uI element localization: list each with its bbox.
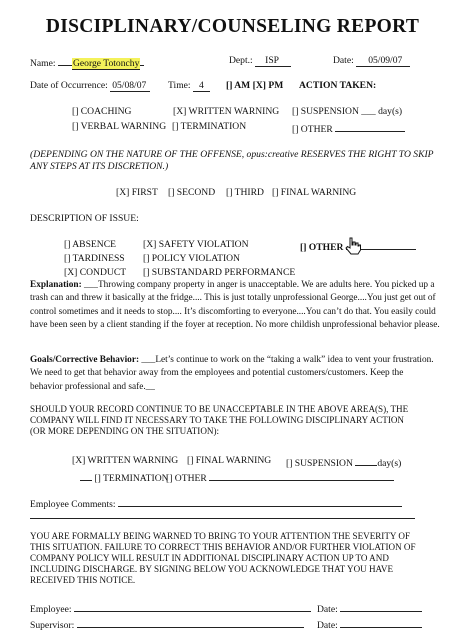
employee-comments-field bbox=[30, 496, 402, 510]
future-written-warning-checkbox: [X] WRITTEN WARNING bbox=[72, 455, 179, 466]
occurrence-field bbox=[30, 80, 150, 91]
report-title: DISCIPLINARY/COUNSELING REPORT bbox=[45, 16, 420, 37]
suspension-checkbox: [] SUSPENSION ___ day(s) bbox=[292, 106, 403, 117]
future-termination-checkbox: [] TERMINATION bbox=[80, 470, 169, 484]
tardiness-checkbox: [] TARDINESS bbox=[64, 253, 125, 264]
warning-line1: YOU ARE FORMALLY BEING WARNED TO BRING TO YOUR ATTENTION THE SEVERITY OF bbox=[30, 531, 411, 541]
absence-checkbox: [] ABSENCE bbox=[64, 239, 116, 250]
comments-line bbox=[30, 518, 415, 519]
unacceptable-line1: SHOULD YOUR RECORD CONTINUE TO BE UNACCEPTABLE IN THE ABOVE AREA(S), THE bbox=[30, 404, 409, 414]
warning-line5: RECEIVED THIS NOTICE. bbox=[30, 575, 136, 585]
supervisor-signature-label: Supervisor: bbox=[30, 620, 75, 631]
time-value: 4 bbox=[193, 80, 210, 92]
warning-line4: INCLUDING DISCHARGE. BY SIGNING BELOW YOU ACKNOWLEDGE THAT YOU HAVE bbox=[30, 564, 394, 574]
policy-violation-checkbox: [] POLICY VIOLATION bbox=[143, 253, 240, 264]
discretion-note-line1: (DEPENDING ON THE NATURE OF THE OFFENSE, opus:creative RESERVES THE RIGHT TO SKIP bbox=[30, 149, 434, 160]
explanation-label: Explanation: bbox=[30, 280, 82, 290]
warning-line3: COMPANY POLICY WILL RESULT IN ADDITIONAL DISCIPLINARY ACTION UP TO AND bbox=[30, 553, 389, 563]
written-warning-checkbox: [X] WRITTEN WARNING bbox=[173, 106, 280, 117]
termination-checkbox: [] TERMINATION bbox=[172, 121, 247, 132]
goals-label: Goals/Corrective Behavior: bbox=[30, 355, 140, 365]
coaching-checkbox: [] COACHING bbox=[72, 106, 132, 117]
occurrence-value: 05/08/07 bbox=[110, 80, 150, 92]
conduct-checkbox: [X] CONDUCT bbox=[64, 267, 127, 278]
supervisor-signature-field bbox=[30, 617, 304, 631]
second-warning-checkbox: [] SECOND bbox=[168, 187, 216, 198]
unacceptable-line3: (OR MORE DEPENDING ON THE SITUATION): bbox=[30, 426, 220, 436]
dept-label: Dept.: bbox=[229, 55, 253, 66]
hand-pointer-icon bbox=[345, 237, 361, 255]
future-final-warning-checkbox: [] FINAL WARNING bbox=[187, 455, 272, 466]
third-warning-checkbox: [] THIRD bbox=[226, 187, 264, 198]
future-suspension-checkbox: [] SUSPENSION day(s) bbox=[286, 455, 401, 469]
date-label: Date: bbox=[333, 55, 354, 66]
unacceptable-line2: COMPANY WILL FIND IT NECESSARY TO TAKE THE FOLLOWING DISCIPLINARY ACTION bbox=[30, 415, 404, 425]
goals-text: ___Let’s continue to work on the “taking a walk” idea to vent your frustration. We need to get that behavior away from the employees and potential customers/customers. Keep the behavior professional and safe.__ bbox=[30, 355, 434, 392]
dept-value: ISP bbox=[255, 55, 291, 67]
goals-paragraph bbox=[30, 354, 435, 394]
dept-field bbox=[229, 55, 291, 66]
future-other-checkbox: [] OTHER bbox=[166, 470, 394, 484]
explanation-text: ___Throwing company property in anger is unacceptable. We are adults here. You picked up a trash can and threw it basically at the fridge.... This is just totally unprofessional George....You just get out of control sometimes and it needs to stop.... It’s discomforting to everyone....You can’t do that. You easily could have been seen by a client standing if the foyer at reception. No more childish unprofessional behavior please. bbox=[30, 280, 440, 330]
employee-comments-label: Employee Comments: bbox=[30, 499, 116, 510]
time-label: Time: bbox=[168, 80, 191, 91]
occurrence-label: Date of Occurrence: bbox=[30, 80, 108, 91]
discretion-note-line2: ANY STEPS AT ITS DISCRETION.) bbox=[30, 161, 169, 172]
time-field bbox=[168, 80, 210, 91]
name-field bbox=[30, 55, 144, 69]
verbal-warning-checkbox: [] VERBAL WARNING bbox=[72, 121, 167, 132]
supervisor-date-field: Date: bbox=[317, 617, 422, 631]
other-issue-checkbox: [] OTHER bbox=[300, 239, 416, 253]
employee-date-field: Date: bbox=[317, 601, 422, 615]
other-checkbox: [] OTHER bbox=[292, 121, 405, 135]
safety-violation-checkbox: [X] SAFETY VIOLATION bbox=[143, 239, 249, 250]
final-warning-checkbox: [] FINAL WARNING bbox=[272, 187, 357, 198]
name-label: Name: bbox=[30, 58, 56, 69]
employee-name: George Totonchy bbox=[72, 58, 140, 69]
warning-line2: THIS SITUATION. FAILURE TO CORRECT THIS BEHAVIOR AND/OR FURTHER VIOLATION OF bbox=[30, 542, 416, 552]
employee-signature-label: Employee: bbox=[30, 604, 72, 615]
explanation-paragraph bbox=[30, 279, 442, 332]
description-label: DESCRIPTION OF ISSUE: bbox=[30, 213, 139, 224]
date-field bbox=[333, 55, 410, 66]
am-pm-checkboxes: [] AM [X] PM bbox=[226, 80, 284, 91]
date-value: 05/09/07 bbox=[356, 55, 410, 67]
employee-signature-field bbox=[30, 601, 311, 615]
action-taken-label: ACTION TAKEN: bbox=[299, 80, 377, 91]
first-warning-checkbox: [X] FIRST bbox=[116, 187, 158, 198]
substandard-performance-checkbox: [] SUBSTANDARD PERFORMANCE bbox=[143, 267, 296, 278]
